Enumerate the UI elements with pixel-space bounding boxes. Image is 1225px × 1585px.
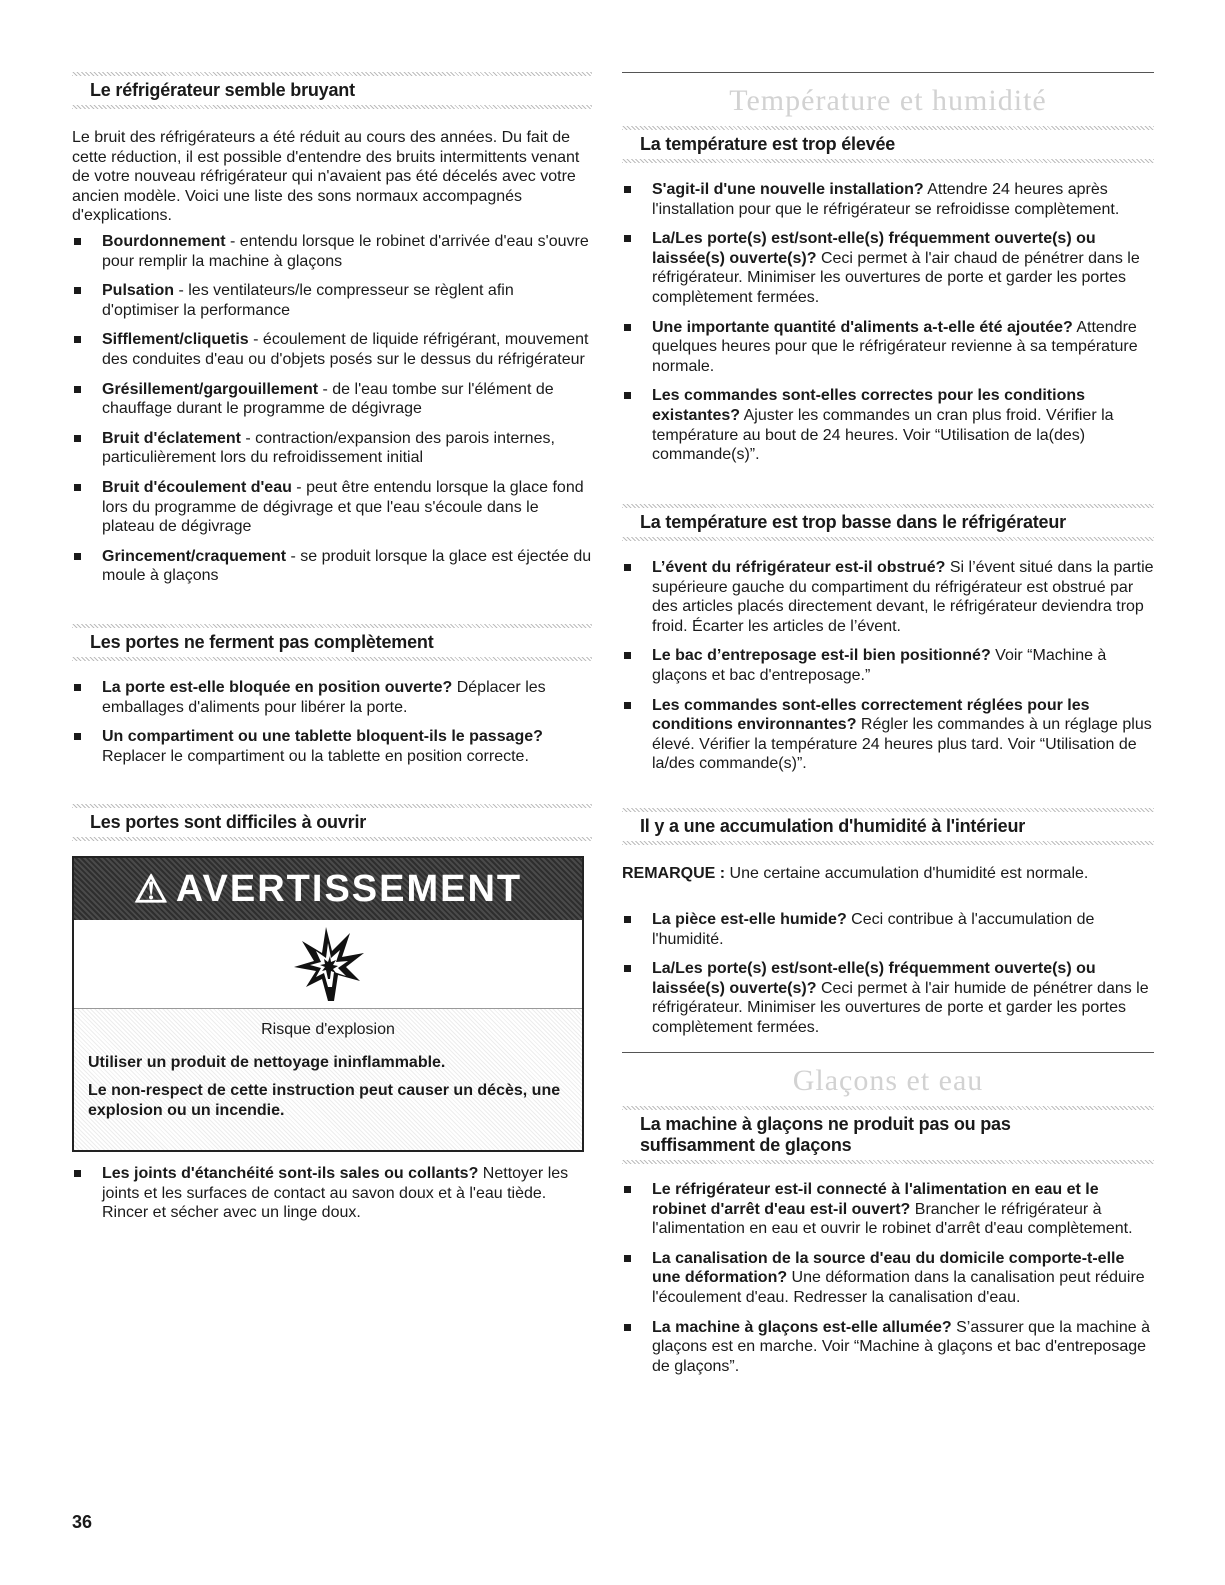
list-item: Une importante quantité d'aliments a-t-elle été ajoutée? Attendre quelques heures pour que le réfrigérateur revienne à sa température normale. xyxy=(622,318,1154,377)
section-header-doors-close xyxy=(72,624,592,661)
section-title: Il y a une accumulation d'humidité à l'intérieur xyxy=(640,816,1026,836)
list-item: La/Les porte(s) est/sont-elle(s) fréquemment ouverte(s) ou laissée(s) ouverte(s)? Ceci permet à l'air humide de pénétrer dans le réfrigérateur. Minimiser les ouvertures de porte et garder les portes complètement fermées. xyxy=(622,959,1154,1037)
section-header-noise xyxy=(72,72,592,109)
chapter-rule xyxy=(622,1052,1154,1053)
section-header-temp-high xyxy=(622,126,1154,163)
warning-symbol-area xyxy=(74,920,582,1006)
section-header-ice xyxy=(622,1106,1154,1164)
section-title: Les portes ne ferment pas complètement xyxy=(90,632,434,652)
list-item: Sifflement/cliquetis - écoulement de liquide réfrigérant, mouvement des conduites d'eau ou d'objets posés sur le dessus du réfrigérateur xyxy=(72,330,592,369)
doors-open-list xyxy=(72,1164,592,1223)
warning-box xyxy=(72,856,584,1152)
warning-risk: Risque d'explosion xyxy=(261,1021,395,1038)
noise-list xyxy=(72,232,592,586)
list-item: La/Les porte(s) est/sont-elle(s) fréquemment ouverte(s) ou laissée(s) ouverte(s)? Ceci permet à l'air chaud de pénétrer dans le réfrigérateur. Minimiser les ouvertures de porte et garder les portes complètement fermées. xyxy=(622,229,1154,307)
section-header-humidity xyxy=(622,808,1154,845)
list-item: La machine à glaçons est-elle allumée? S’assurer que la machine à glaçons est en marche. Voir “Machine à glaçons et bac d'entreposage de glaçons”. xyxy=(622,1318,1154,1377)
section-title: Les portes sont difficiles à ouvrir xyxy=(90,812,367,832)
chapter-title-ice: Glaçons et eau xyxy=(792,1064,984,1097)
list-item: Le réfrigérateur est-il connecté à l'alimentation en eau et le robinet d'arrêt d'eau est-il ouvert? Brancher le réfrigérateur à l'alimentation en eau et ouvrir le robinet d'arrêt d'eau complètement. xyxy=(622,1180,1154,1239)
list-item: La porte est-elle bloquée en position ouverte? Déplacer les emballages d'aliments pour libérer la porte. xyxy=(72,678,592,717)
list-item: Bruit d'éclatement - contraction/expansion des parois internes, particulièrement lors du refroidissement initial xyxy=(72,429,592,468)
section-title: La machine à glaçons ne produit pas ou pas suffisamment de glaçons xyxy=(640,1114,1011,1155)
list-item: Les commandes sont-elles correctes pour les conditions existantes? Ajuster les commandes un cran plus froid. Vérifier la température au bout de 24 heures. Voir “Utilisation de la(des) commande(s)”. xyxy=(622,386,1154,464)
section-title: La température est trop basse dans le réfrigérateur xyxy=(640,512,1066,532)
warning-consequence: Le non-respect de cette instruction peut causer un décès, une explosion ou un incendie. xyxy=(88,1082,561,1119)
list-item: Grincement/craquement - se produit lorsque la glace est éjectée du moule à glaçons xyxy=(72,547,592,586)
warning-text-area xyxy=(74,1008,582,1150)
list-item: Un compartiment ou une tablette bloquent-ils le passage? Replacer le compartiment ou la tablette en position correcte. xyxy=(72,727,592,766)
list-item: La pièce est-elle humide? Ceci contribue à l'accumulation de l'humidité. xyxy=(622,910,1154,949)
section-title: Le réfrigérateur semble bruyant xyxy=(90,80,355,100)
list-item: Les joints d'étanchéité sont-ils sales ou collants? Nettoyer les joints et les surfaces de contact au savon doux et à l'eau tiède. Rincer et sécher avec un linge doux. xyxy=(72,1164,592,1223)
list-item: S'agit-il d'une nouvelle installation? Attendre 24 heures après l'installation pour que le réfrigérateur se refroidisse complètement. xyxy=(622,180,1154,219)
warning-triangle-icon: ⚠ xyxy=(133,868,170,911)
chapter-rule xyxy=(622,72,1154,73)
temp-low-list xyxy=(622,558,1154,774)
section-header-doors-open xyxy=(72,804,592,841)
warning-instruction: Utiliser un produit de nettoyage ininflammable. xyxy=(88,1054,446,1071)
page-number: 36 xyxy=(72,1512,93,1532)
list-item: La canalisation de la source d'eau du domicile comporte-t-elle une déformation? Une déformation dans la canalisation peut réduire l'écoulement d'eau. Redresser la canalisation d'eau. xyxy=(622,1249,1154,1308)
doors-close-list xyxy=(72,678,592,766)
section-header-temp-low xyxy=(622,504,1154,541)
list-item: Le bac d’entreposage est-il bien positionné? Voir “Machine à glaçons et bac d'entreposage.” xyxy=(622,646,1154,685)
temp-high-list xyxy=(622,180,1154,465)
list-item: Bourdonnement - entendu lorsque le robinet d'arrivée d'eau s'ouvre pour remplir la machine à glaçons xyxy=(72,232,592,271)
list-item: Bruit d'écoulement d'eau - peut être entendu lorsque la glace fond lors du programme de dégivrage et que l'eau s'écoule dans le plateau de dégivrage xyxy=(72,478,592,537)
explosion-icon xyxy=(288,923,368,1003)
list-item: L’évent du réfrigérateur est-il obstrué? Si l’évent situé dans la partie supérieure gauche du compartiment du réfrigérateur est obstrué par des articles placés directement devant, le réfrigérateur deviendra trop froid. Écarter les articles de l’évent. xyxy=(622,558,1154,636)
chapter-title-temperature: Température et humidité xyxy=(729,84,1047,117)
humidity-note: REMARQUE : Une certaine accumulation d'humidité est normale. xyxy=(622,865,1089,882)
list-item: Pulsation - les ventilateurs/le compresseur se règlent afin d'optimiser la performance xyxy=(72,281,592,320)
warning-banner-label: AVERTISSEMENT xyxy=(175,867,523,910)
list-item: Les commandes sont-elles correctement réglées pour les conditions environnantes? Régler les commandes à un réglage plus élevé. Vérifier la température 24 heures plus tard. Voir “Utilisation de la/des commande(s)”. xyxy=(622,696,1154,774)
humidity-list xyxy=(622,910,1154,1038)
section-title: La température est trop élevée xyxy=(640,134,896,154)
ice-list xyxy=(622,1180,1154,1376)
list-item: Grésillement/gargouillement - de l'eau tombe sur l'élément de chauffage durant le programme de dégivrage xyxy=(72,380,592,419)
intro-paragraph: Le bruit des réfrigérateurs a été réduit au cours des années. Du fait de cette réduction, il est possible d'entendre des bruits intermittents venant de votre nouveau réfrigérateur qui n'avaient pas été décelés avec votre ancien modèle. Voici une liste des sons normaux accompagnés d'explications. xyxy=(72,129,580,225)
warning-banner xyxy=(74,858,582,920)
